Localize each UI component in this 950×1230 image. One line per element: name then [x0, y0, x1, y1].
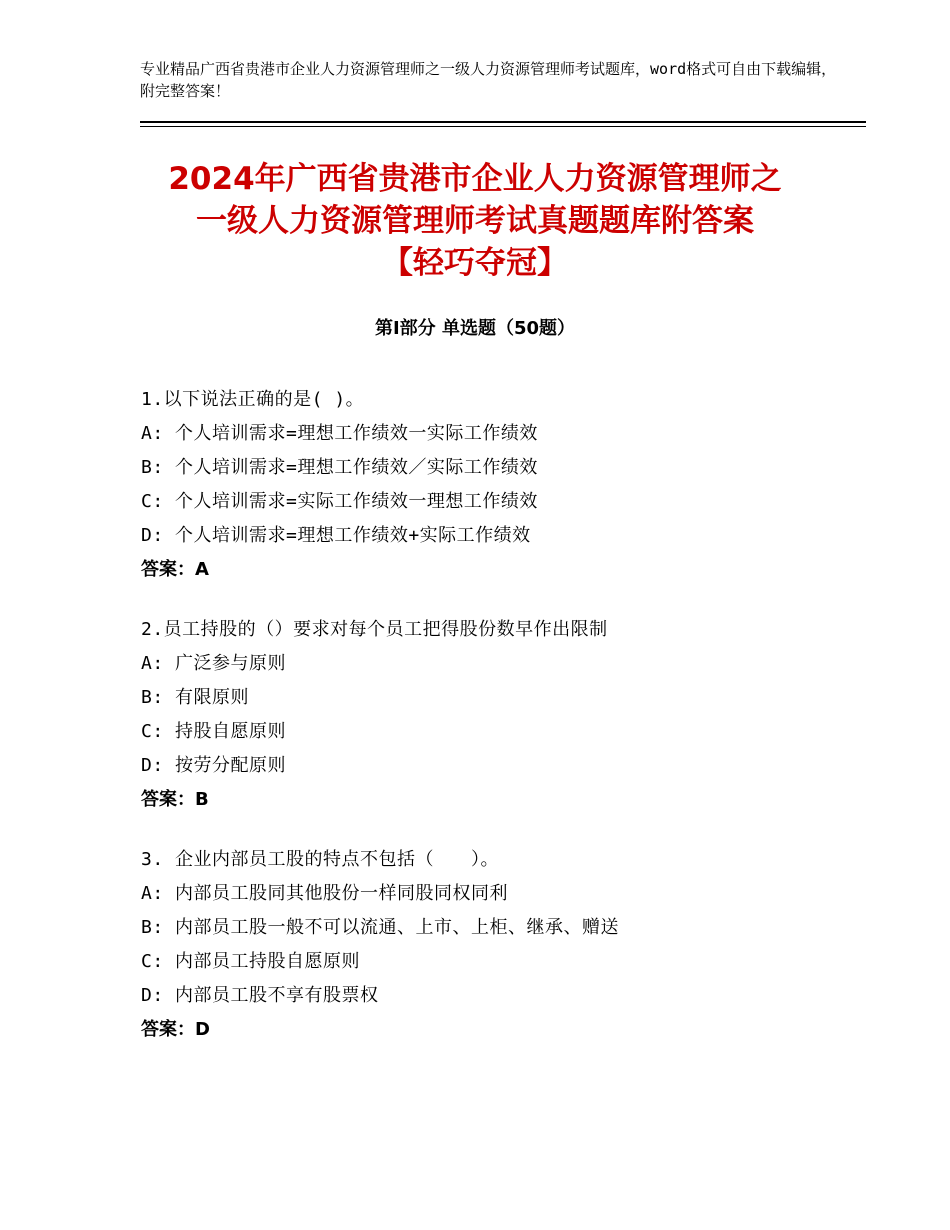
option-d: D: 内部员工股不享有股票权 — [141, 985, 379, 1006]
question-list — [141, 383, 861, 1073]
option-b: B: 个人培训需求=理想工作绩效／实际工作绩效 — [141, 457, 538, 478]
option-d: D: 按劳分配原则 — [141, 755, 287, 776]
question-3 — [141, 843, 861, 1047]
answer-label: 答案：D — [141, 1019, 210, 1040]
answer-label: 答案：B — [141, 789, 209, 810]
document-title — [100, 158, 850, 284]
question-stem: 2.员工持股的（）要求对每个员工把得股份数早作出限制 — [141, 619, 608, 640]
option-a: A: 广泛参与原则 — [141, 653, 287, 674]
title-line-3: 【轻巧夺冠】 — [382, 245, 568, 281]
header-rule-thick — [140, 121, 866, 123]
header-rule-thin — [140, 126, 866, 127]
header-note: 专业精品广西省贵港市企业人力资源管理师之一级人力资源管理师考试题库，word格式可自由下载编辑，附完整答案！ — [140, 60, 837, 100]
option-c: C: 持股自愿原则 — [141, 721, 287, 742]
question-stem: 3. 企业内部员工股的特点不包括（ ）。 — [141, 849, 500, 870]
option-c: C: 内部员工持股自愿原则 — [141, 951, 361, 972]
question-2 — [141, 613, 861, 817]
section-heading: 第Ⅰ部分 单选题（50题） — [374, 318, 575, 339]
option-b: B: 有限原则 — [141, 687, 250, 708]
option-c: C: 个人培训需求=实际工作绩效一理想工作绩效 — [141, 491, 538, 512]
option-b: B: 内部员工股一般不可以流通、上市、上柜、继承、赠送 — [141, 917, 620, 938]
option-a: A: 个人培训需求=理想工作绩效一实际工作绩效 — [141, 423, 538, 444]
option-a: A: 内部员工股同其他股份一样同股同权同利 — [141, 883, 509, 904]
question-1 — [141, 383, 861, 587]
answer-label: 答案：A — [141, 559, 209, 580]
title-line-1: 2024年广西省贵港市企业人力资源管理师之 — [168, 161, 782, 197]
option-d: D: 个人培训需求=理想工作绩效+实际工作绩效 — [141, 525, 531, 546]
question-stem: 1.以下说法正确的是( )。 — [141, 389, 365, 410]
title-line-2: 一级人力资源管理师考试真题题库附答案 — [196, 203, 754, 239]
